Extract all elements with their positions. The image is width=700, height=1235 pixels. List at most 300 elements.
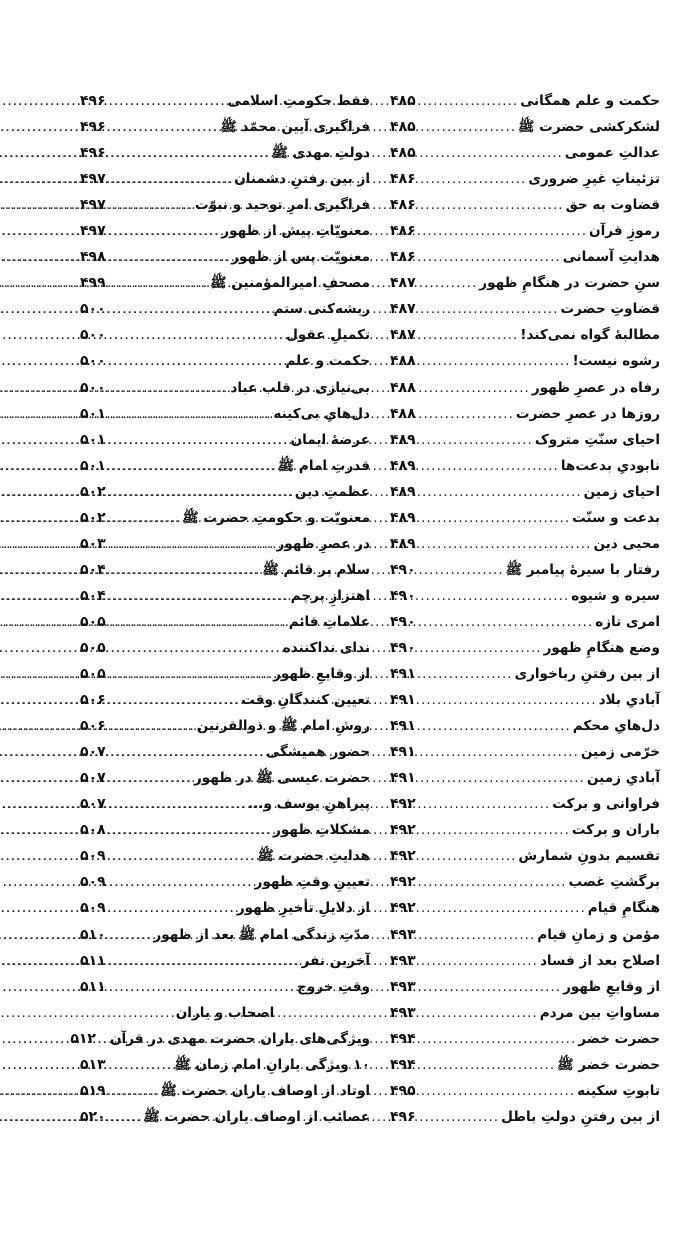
toc-entry bbox=[390, 791, 660, 817]
toc-entry-page-number: ۴۹۷ bbox=[80, 171, 106, 188]
toc-entry-page-number: ۴۹۸ bbox=[80, 249, 106, 266]
dot-leader bbox=[418, 713, 571, 739]
toc-entry-title: آخرین نفر bbox=[301, 952, 370, 969]
toc-left-entries bbox=[80, 88, 370, 1000]
dot-leader bbox=[108, 739, 265, 765]
toc-entry-page-number: ۴۸۶ bbox=[390, 249, 416, 266]
dot-leader bbox=[108, 661, 271, 687]
toc-entry-page-number: ۵۰۲ bbox=[80, 509, 106, 526]
toc-entry-title: مصحفِ امیرالمؤمنین ﷺ bbox=[210, 275, 370, 292]
toc-entry-page-number: ۴۸۹ bbox=[390, 483, 416, 500]
toc-entry-page-number: ۴۹۴ bbox=[390, 1056, 416, 1073]
toc-entry-page-number: ۴۹۲ bbox=[390, 796, 416, 813]
toc-entry bbox=[80, 739, 370, 765]
toc-entry-page-number: ۴۸۹ bbox=[390, 535, 416, 552]
dot-leader bbox=[108, 348, 284, 374]
dot-leader bbox=[418, 401, 514, 427]
dot-leader bbox=[108, 583, 289, 609]
toc-entry bbox=[80, 166, 370, 192]
dot-leader bbox=[418, 635, 542, 661]
dot-leader bbox=[108, 635, 281, 661]
toc-entry-page-number: ۴۸۷ bbox=[390, 327, 416, 344]
toc-entry bbox=[80, 1078, 370, 1104]
toc-entry bbox=[80, 583, 370, 609]
toc-entry bbox=[80, 661, 370, 687]
dot-leader bbox=[108, 1078, 159, 1104]
dot-leader bbox=[108, 765, 192, 791]
toc-entry-page-number: ۵۰۰ bbox=[80, 301, 106, 318]
toc-entry-page-number: ۵۱۱ bbox=[80, 978, 106, 995]
toc-entry-title: روزها در عصرِ حضرت bbox=[515, 405, 660, 422]
toc-entry bbox=[80, 427, 370, 453]
toc-entry bbox=[80, 401, 370, 427]
toc-column-right bbox=[390, 88, 660, 1130]
toc-entry-title: ۱۰ ویژگی یارانِ امام زمان ﷺ bbox=[174, 1056, 370, 1073]
toc-entry-title: بدعت و سنّت bbox=[572, 509, 660, 526]
toc-entry-page-number: ۵۰۷ bbox=[80, 796, 106, 813]
dot-leader bbox=[418, 557, 504, 583]
toc-entry bbox=[390, 322, 660, 348]
dot-leader bbox=[108, 401, 272, 427]
toc-entry bbox=[390, 427, 660, 453]
toc-entry-page-number: ۴۹۰ bbox=[390, 587, 416, 604]
toc-entry bbox=[80, 765, 370, 791]
dot-leader bbox=[418, 218, 587, 244]
toc-entry bbox=[390, 401, 660, 427]
toc-entry-title: از بین رفتنِ رباخواری bbox=[514, 666, 660, 683]
toc-entry bbox=[80, 922, 370, 948]
toc-entry bbox=[80, 817, 370, 843]
toc-entry-title: لشکرکشی حضرت ﷺ bbox=[518, 119, 660, 136]
toc-entry-title: ریشه‌کنی ستم bbox=[273, 301, 370, 318]
toc-entry bbox=[80, 114, 370, 140]
dot-leader bbox=[108, 88, 226, 114]
toc-entry-title: آبادیِ زمین bbox=[586, 770, 660, 787]
toc-entry bbox=[390, 270, 660, 296]
toc-entry-title: عدالتِ عمومی bbox=[564, 145, 660, 162]
toc-entry bbox=[390, 453, 660, 479]
toc-entry-title: وقتِ خروج bbox=[297, 978, 370, 995]
toc-entry bbox=[390, 114, 660, 140]
toc-entry-title: از بین رفتنِ دشمنان bbox=[234, 171, 370, 188]
toc-entry bbox=[390, 1104, 660, 1130]
toc-entry-title: احیای سنّتِ متروک bbox=[534, 431, 660, 448]
toc-entry-title: عظمتِ دین bbox=[294, 483, 370, 500]
toc-entry-page-number: ۵۱۹ bbox=[80, 1082, 106, 1099]
toc-entry bbox=[80, 322, 370, 348]
dot-leader bbox=[418, 270, 478, 296]
dot-leader bbox=[418, 869, 567, 895]
toc-entry bbox=[390, 348, 660, 374]
toc-entry bbox=[390, 765, 660, 791]
toc-entry bbox=[80, 1052, 370, 1078]
section-heading: اصحاب و یاران bbox=[175, 1004, 275, 1021]
toc-entry bbox=[390, 817, 660, 843]
toc-entry bbox=[390, 296, 660, 322]
toc-entry-title: معنویّاتِ پیش از ظهور bbox=[221, 223, 370, 240]
dot-leader bbox=[108, 505, 181, 531]
toc-entry-title: هدایتِ حضرت ﷺ bbox=[257, 848, 370, 865]
dot-leader bbox=[418, 453, 559, 479]
toc-entry-title: ندای نداکننده bbox=[282, 639, 370, 656]
dot-leader bbox=[418, 895, 586, 921]
toc-entry-title: نابودیِ بدعت‌ها bbox=[560, 457, 660, 474]
toc-entry-page-number: ۴۹۱ bbox=[390, 666, 416, 683]
toc-entry bbox=[390, 218, 660, 244]
dot-leader bbox=[418, 687, 597, 713]
toc-entry-page-number: ۴۹۱ bbox=[390, 770, 416, 787]
toc-entry bbox=[390, 895, 660, 921]
toc-entry-title: در عصرِ ظهور bbox=[276, 535, 370, 552]
toc-entry bbox=[80, 948, 370, 974]
toc-entry-title: حضرت عیسی ﷺ در ظهور bbox=[193, 770, 370, 787]
toc-entry-title: رفتار با سیرهٔ پیامبر ﷺ bbox=[505, 561, 660, 578]
toc-entry-title: اصلاح بعد از فساد bbox=[539, 952, 660, 969]
toc-entry-page-number: ۴۸۵ bbox=[390, 93, 416, 109]
toc-entry-title: رفاه در عصرِ ظهور bbox=[531, 379, 660, 396]
toc-entry-page-number: ۵۰۳ bbox=[80, 535, 106, 552]
toc-entry-page-number: ۴۸۵ bbox=[390, 119, 416, 136]
toc-entry-title: وضع هنگامِ ظهور bbox=[543, 639, 660, 656]
toc-entry-page-number: ۴۸۹ bbox=[390, 431, 416, 448]
toc-entry bbox=[390, 843, 660, 869]
toc-entry bbox=[390, 1078, 660, 1104]
toc-entry-page-number: ۵۰۱ bbox=[80, 405, 106, 422]
toc-entry bbox=[390, 479, 660, 505]
toc-entry bbox=[390, 1052, 660, 1078]
toc-entry bbox=[390, 140, 660, 166]
toc-entry-title: معنویّت و حکومتِ حضرت ﷺ bbox=[182, 509, 370, 526]
toc-entry-page-number: ۴۸۹ bbox=[390, 457, 416, 474]
toc-entry-page-number: ۵۱۰ bbox=[80, 926, 106, 943]
toc-entry-page-number: ۴۹۲ bbox=[390, 822, 416, 839]
dot-leader bbox=[108, 974, 295, 1000]
toc-entry-page-number: ۴۹۱ bbox=[390, 744, 416, 761]
toc-entry bbox=[80, 453, 370, 479]
toc-entry-title: احیای زمین bbox=[583, 483, 660, 500]
toc-entry-page-number: ۴۹۳ bbox=[390, 926, 416, 943]
toc-entry-page-number: ۵۰۰ bbox=[80, 353, 106, 370]
toc-entry-title: فقط حکومتِ اسلامی bbox=[227, 93, 370, 109]
toc-entry bbox=[390, 922, 660, 948]
toc-entry-page-number: ۵۱۲ bbox=[70, 1030, 96, 1047]
dot-leader bbox=[108, 948, 300, 974]
dot-leader bbox=[418, 427, 533, 453]
toc-entry-title: مدّتِ زندگی امام ﷺ بعد از ظهور bbox=[153, 926, 370, 943]
toc-entry bbox=[80, 479, 370, 505]
toc-entry-page-number: ۵۰۹ bbox=[80, 900, 106, 917]
toc-entry-title: سلام بر قائم ﷺ bbox=[262, 561, 370, 578]
toc-entry-title: اهتزازِ پرچم bbox=[290, 587, 370, 604]
toc-entry-title: از وقایعِ ظهور bbox=[563, 978, 660, 995]
toc-entry-title: تقسیم بدونِ شمارش bbox=[518, 848, 660, 865]
toc-entry-title: تابوتِ سکینه bbox=[577, 1082, 660, 1099]
dot-leader bbox=[418, 1026, 577, 1052]
toc-entry-page-number: ۴۹۷ bbox=[80, 223, 106, 240]
toc-entry bbox=[390, 948, 660, 974]
toc-entry-page-number: ۵۰۷ bbox=[80, 744, 106, 761]
toc-entry-page-number: ۵۰۶ bbox=[80, 692, 106, 709]
toc-entry-page-number: ۵۱۳ bbox=[80, 1056, 106, 1073]
dot-leader bbox=[418, 922, 536, 948]
toc-entry-title: دل‌هایِ بی‌کینه bbox=[273, 405, 370, 422]
toc-entry bbox=[80, 869, 370, 895]
toc-entry bbox=[390, 244, 660, 270]
dot-leader bbox=[108, 192, 193, 218]
toc-entry-page-number: ۴۹۷ bbox=[80, 197, 106, 214]
dot-leader bbox=[108, 296, 272, 322]
toc-entry bbox=[80, 531, 370, 557]
dot-leader bbox=[418, 114, 516, 140]
toc-entry-title: امری تازه bbox=[595, 613, 660, 630]
toc-entry-title: قضاوتِ حضرت bbox=[560, 301, 660, 318]
toc-entry-page-number: ۴۹۲ bbox=[390, 900, 416, 917]
dot-leader bbox=[418, 817, 570, 843]
dot-leader bbox=[418, 1104, 499, 1130]
toc-left-section-entries bbox=[70, 1026, 370, 1130]
dot-leader bbox=[108, 687, 240, 713]
toc-entry-page-number: ۴۹۴ bbox=[390, 1030, 416, 1047]
toc-entry-page-number: ۴۹۶ bbox=[80, 145, 106, 162]
dot-leader bbox=[108, 1052, 173, 1078]
toc-entry-page-number: ۵۰۵ bbox=[80, 613, 106, 630]
toc-entry-title: از بین رفتنِ دولتِ باطل bbox=[501, 1108, 660, 1125]
toc-entry-page-number: ۴۸۶ bbox=[390, 171, 416, 188]
toc-entry bbox=[390, 1000, 660, 1026]
toc-entry-page-number: ۴۸۵ bbox=[390, 145, 416, 162]
toc-entry-title: محیی دین bbox=[593, 535, 660, 552]
toc-entry bbox=[80, 609, 370, 635]
dot-leader bbox=[418, 88, 519, 114]
toc-entry-title: از وقایعِ ظهور bbox=[273, 666, 370, 683]
toc-column-left bbox=[70, 88, 370, 1130]
toc-entry-page-number: ۵۱۱ bbox=[80, 952, 106, 969]
toc-entry bbox=[80, 791, 370, 817]
dot-leader bbox=[418, 348, 571, 374]
toc-entry-page-number: ۵۰۹ bbox=[80, 848, 106, 865]
toc-entry-title: تعیین کنندگانِ وقت bbox=[241, 692, 370, 709]
dot-leader bbox=[108, 713, 195, 739]
toc-entry bbox=[390, 531, 660, 557]
toc-entry-title: معنویّت پس از ظهور bbox=[231, 249, 370, 266]
toc-entry-title: حضرت خضر bbox=[578, 1030, 660, 1047]
toc-entry-title: پیراهنِ یوسف و... bbox=[247, 796, 370, 813]
toc-entry-page-number: ۵۰۷ bbox=[80, 770, 106, 787]
toc-entry-title: روشِ امام ﷺ و ذوالقرنین bbox=[196, 718, 370, 735]
toc-entry-page-number: ۴۹۵ bbox=[390, 1082, 416, 1099]
toc-entry-title: تزئیناتِ غیرِ ضروری bbox=[528, 171, 660, 188]
toc-entry bbox=[390, 583, 660, 609]
dot-leader bbox=[418, 843, 517, 869]
dot-leader bbox=[418, 244, 561, 270]
toc-entry-title: تکمیلِ عقول bbox=[286, 327, 370, 344]
dot-leader bbox=[418, 1000, 538, 1026]
toc-entry bbox=[80, 1104, 370, 1130]
toc-entry-page-number: ۴۹۰ bbox=[390, 639, 416, 656]
toc-entry-page-number: ۴۸۷ bbox=[390, 275, 416, 292]
toc-entry bbox=[390, 661, 660, 687]
dot-leader bbox=[418, 948, 538, 974]
toc-entry bbox=[80, 88, 370, 114]
toc-entry-title: حکمت و علم bbox=[285, 353, 370, 370]
dot-leader bbox=[108, 869, 253, 895]
dot-leader bbox=[108, 895, 235, 921]
toc-entry bbox=[80, 140, 370, 166]
dot-leader bbox=[108, 166, 233, 192]
dot-leader bbox=[108, 322, 284, 348]
dot-leader bbox=[418, 166, 527, 192]
toc-entry-title: سنِ حضرت در هنگامِ ظهور bbox=[479, 275, 660, 292]
dot-leader bbox=[418, 296, 559, 322]
toc-entry-title: اوتاد از اوصاف یاران حضرت ﷺ bbox=[160, 1082, 370, 1099]
toc-entry-page-number: ۴۹۶ bbox=[80, 93, 106, 109]
toc-entry bbox=[390, 609, 660, 635]
toc-entry-page-number: ۴۸۸ bbox=[390, 353, 416, 370]
dot-leader bbox=[108, 479, 293, 505]
toc-entry bbox=[80, 635, 370, 661]
toc-entry-title: دولتِ مهدی ﷺ bbox=[271, 145, 370, 162]
toc-entry-page-number: ۵۰۰ bbox=[80, 379, 106, 396]
toc-entry bbox=[80, 974, 370, 1000]
toc-entry bbox=[80, 843, 370, 869]
toc-entry-page-number: ۵۰۱ bbox=[80, 457, 106, 474]
dot-leader bbox=[418, 791, 551, 817]
dot-leader bbox=[108, 843, 256, 869]
dot-leader bbox=[108, 609, 287, 635]
toc-entry-title: قضاوت به حق bbox=[565, 197, 660, 214]
toc-entry-title: عرضهٔ ایمان bbox=[290, 431, 370, 448]
dot-leader bbox=[418, 322, 519, 348]
toc-entry bbox=[390, 505, 660, 531]
toc-entry bbox=[70, 1026, 370, 1052]
toc-entry-page-number: ۴۸۹ bbox=[390, 509, 416, 526]
toc-entry-page-number: ۴۸۷ bbox=[390, 301, 416, 318]
toc-entry-title: رشوه نیست! bbox=[572, 353, 660, 370]
toc-entry-page-number: ۴۹۱ bbox=[390, 718, 416, 735]
toc-entry-page-number: ۵۲۰ bbox=[80, 1108, 106, 1125]
dot-leader bbox=[418, 739, 579, 765]
toc-entry bbox=[390, 557, 660, 583]
toc-entry-title: حضرت خضر ﷺ bbox=[557, 1056, 660, 1073]
dot-leader bbox=[108, 270, 208, 296]
toc-entry bbox=[80, 687, 370, 713]
toc-entry bbox=[80, 244, 370, 270]
dot-leader bbox=[418, 661, 513, 687]
toc-entry bbox=[80, 895, 370, 921]
toc-entry bbox=[80, 218, 370, 244]
toc-entry-title: خرّمی زمین bbox=[580, 744, 660, 761]
toc-entry bbox=[390, 687, 660, 713]
toc-entry bbox=[80, 557, 370, 583]
toc-entry-page-number: ۴۹۹ bbox=[80, 275, 106, 292]
dot-leader bbox=[108, 140, 270, 166]
toc-entry bbox=[390, 739, 660, 765]
dot-leader bbox=[418, 140, 563, 166]
toc-entry bbox=[390, 375, 660, 401]
toc-entry-page-number: ۴۹۰ bbox=[390, 561, 416, 578]
dot-leader bbox=[418, 1052, 556, 1078]
toc-entry bbox=[390, 635, 660, 661]
dot-leader bbox=[108, 453, 276, 479]
toc-entry-title: علاماتِ قائم bbox=[288, 613, 370, 630]
toc-entry bbox=[390, 974, 660, 1000]
toc-entry-title: دل‌هایِ محکم bbox=[572, 718, 660, 735]
dot-leader bbox=[418, 609, 594, 635]
dot-leader bbox=[108, 375, 229, 401]
dot-leader bbox=[98, 1026, 108, 1052]
toc-entry-page-number: ۵۰۱ bbox=[80, 431, 106, 448]
toc-entry bbox=[390, 869, 660, 895]
toc-entry-page-number: ۴۹۰ bbox=[390, 613, 416, 630]
dot-leader bbox=[108, 557, 261, 583]
toc-entry-title: رموزِ قرآن bbox=[589, 223, 660, 240]
toc-entry-title: برگشتِ غصب bbox=[568, 874, 660, 891]
toc-entry-title: هدایتِ آسمانی bbox=[562, 249, 660, 266]
toc-entry-page-number: ۴۹۲ bbox=[390, 848, 416, 865]
dot-leader bbox=[418, 375, 530, 401]
toc-entry-title: فراگیری امرِ توحید و نبوّت bbox=[195, 197, 370, 214]
toc-entry-page-number: ۵۰۸ bbox=[80, 822, 106, 839]
dot-leader bbox=[418, 583, 570, 609]
toc-entry-title: تعیینِ وقتِ ظهور bbox=[254, 874, 370, 891]
dot-leader bbox=[418, 1078, 576, 1104]
toc-entry-page-number: ۴۸۸ bbox=[390, 405, 416, 422]
toc-entry-title: باران و برکت bbox=[571, 822, 660, 839]
toc-entry bbox=[390, 192, 660, 218]
toc-entry-title: قدرتِ امام ﷺ bbox=[277, 457, 370, 474]
dot-leader bbox=[108, 1104, 142, 1130]
dot-leader bbox=[418, 974, 561, 1000]
toc-entry bbox=[80, 348, 370, 374]
toc-entry-page-number: ۵۰۲ bbox=[80, 483, 106, 500]
dot-leader bbox=[108, 218, 220, 244]
dot-leader bbox=[108, 922, 152, 948]
toc-entry-title: بی‌نیازی در قلب عباد bbox=[230, 379, 370, 396]
dot-leader bbox=[108, 114, 219, 140]
toc-entry-title: مطالبهٔ گواه نمی‌کند! bbox=[520, 327, 660, 344]
toc-entry-title: مساواتِ بین مردم bbox=[539, 1004, 660, 1021]
toc-entry-title: حضور همیشگی bbox=[266, 744, 370, 761]
toc-entry-title: فراوانی و برکت bbox=[552, 796, 660, 813]
toc-entry-page-number: ۵۰۰ bbox=[80, 327, 106, 344]
dot-leader bbox=[108, 791, 246, 817]
toc-entry-page-number: ۵۰۵ bbox=[80, 666, 106, 683]
toc-entry-title: آبادیِ بلاد bbox=[598, 692, 660, 709]
toc-entry-page-number: ۴۸۸ bbox=[390, 379, 416, 396]
dot-leader bbox=[108, 427, 289, 453]
toc-entry-page-number: ۴۹۶ bbox=[80, 119, 106, 136]
toc-entry bbox=[80, 505, 370, 531]
toc-entry-page-number: ۴۹۳ bbox=[390, 952, 416, 969]
toc-entry-page-number: ۴۹۶ bbox=[390, 1108, 416, 1125]
toc-entry-page-number: ۴۸۶ bbox=[390, 197, 416, 214]
dot-leader bbox=[108, 244, 230, 270]
toc-entry-title: از دلایلِ تأخیرِ ظهور bbox=[236, 900, 370, 917]
toc-entry-page-number: ۴۸۶ bbox=[390, 223, 416, 240]
dot-leader bbox=[418, 479, 582, 505]
toc-entry bbox=[390, 88, 660, 114]
toc-entry-title: مؤمن و زمانِ قیام bbox=[537, 926, 660, 943]
toc-entry-title: سیره و شیوه bbox=[571, 587, 660, 604]
dot-leader bbox=[108, 531, 275, 557]
dot-leader bbox=[418, 505, 571, 531]
toc-entry bbox=[80, 192, 370, 218]
toc-entry-title: مشکلاتِ ظهور bbox=[273, 822, 370, 839]
toc-entry bbox=[80, 713, 370, 739]
toc-entry-page-number: ۴۹۲ bbox=[390, 874, 416, 891]
dot-leader bbox=[418, 531, 592, 557]
toc-entry-page-number: ۴۹۳ bbox=[390, 1004, 416, 1021]
